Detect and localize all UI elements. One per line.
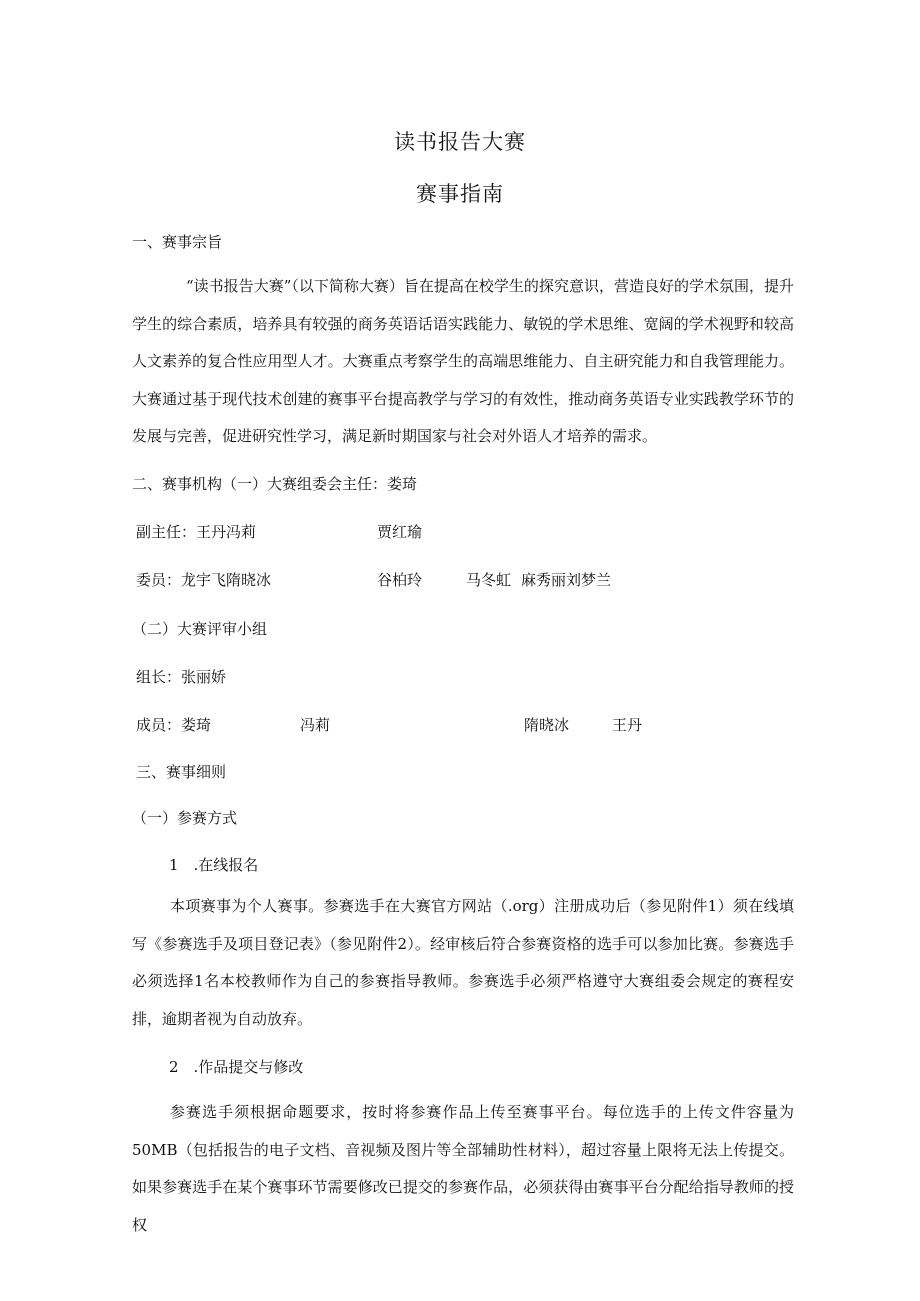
committee-name-3: 马冬虹 [466, 571, 512, 589]
item1-paragraph: 本项赛事为个人赛事。参赛选手在大赛官方网站（.org）注册成功后（参见附件1）须在线填写《参赛选手及项目登记表》（参见附件2）。经审核后符合参赛资格的选手可以参加比赛。参赛选手必须选择1名本校教师作为自己的参赛指导教师。参赛选手必须严格遵守大赛组委会规定的赛程安排，逾期者视为自动放弃。 [132, 897, 794, 1028]
item1-heading: 1 .在线报名 [169, 856, 259, 874]
jury-leader: 组长：张丽娇 [136, 668, 227, 686]
item2-heading: 2 .作品提交与修改 [169, 1058, 304, 1076]
section3-heading: 三、赛事细则 [136, 763, 227, 781]
committee-name-4: 麻秀丽刘梦兰 [521, 571, 612, 589]
committee-name-2: 谷柏玲 [377, 571, 423, 589]
subsection1-heading: （一）参赛方式 [132, 809, 238, 827]
vice-director-name: 贾红瑜 [377, 523, 423, 541]
document-subtitle: 赛事指南 [416, 182, 504, 206]
jury-member-4: 王丹 [612, 716, 643, 734]
jury-members-label: 成员：娄琦 [136, 716, 212, 734]
jury-heading: （二）大赛评审小组 [132, 620, 268, 638]
section1-heading: 一、赛事宗旨 [132, 233, 223, 251]
jury-member-2: 冯莉 [300, 716, 331, 734]
vice-director-label: 副主任：王丹冯莉 [136, 523, 257, 541]
section1-paragraph: “读书报告大赛”（以下简称大赛）旨在提高在校学生的探究意识，营造良好的学术氛围，提升学生的综合素质，培养具有较强的商务英语话语实践能力、敏锐的学术思维、宽阔的学术视野和较高人文素养的复合性应用型人才。大赛重点考察学生的高端思维能力、自主研究能力和自我管理能力。大赛通过基于现代技术创建的赛事平台提高教学与学习的有效性，推动商务英语专业实践教学环节的发展与完善，促进研究性学习，满足新时期国家与社会对外语人才培养的需求。 [132, 277, 794, 446]
document-title: 读书报告大赛 [394, 130, 526, 154]
item2-paragraph: 参赛选手须根据命题要求，按时将参赛作品上传至赛事平台。每位选手的上传文件容量为50MB（包括报告的电子文档、音视频及图片等全部辅助性材料），超过容量上限将无法上传提交。如果参赛选手在某个赛事环节需要修改已提交的参赛作品，必须获得由赛事平台分配给指导教师的授权 [132, 1103, 794, 1234]
jury-member-3: 隋晓冰 [524, 716, 570, 734]
committee-label: 委员：龙宇飞隋晓冰 [136, 571, 272, 589]
section2-heading: 二、赛事机构（一）大赛组委会主任：娄琦 [132, 475, 418, 493]
